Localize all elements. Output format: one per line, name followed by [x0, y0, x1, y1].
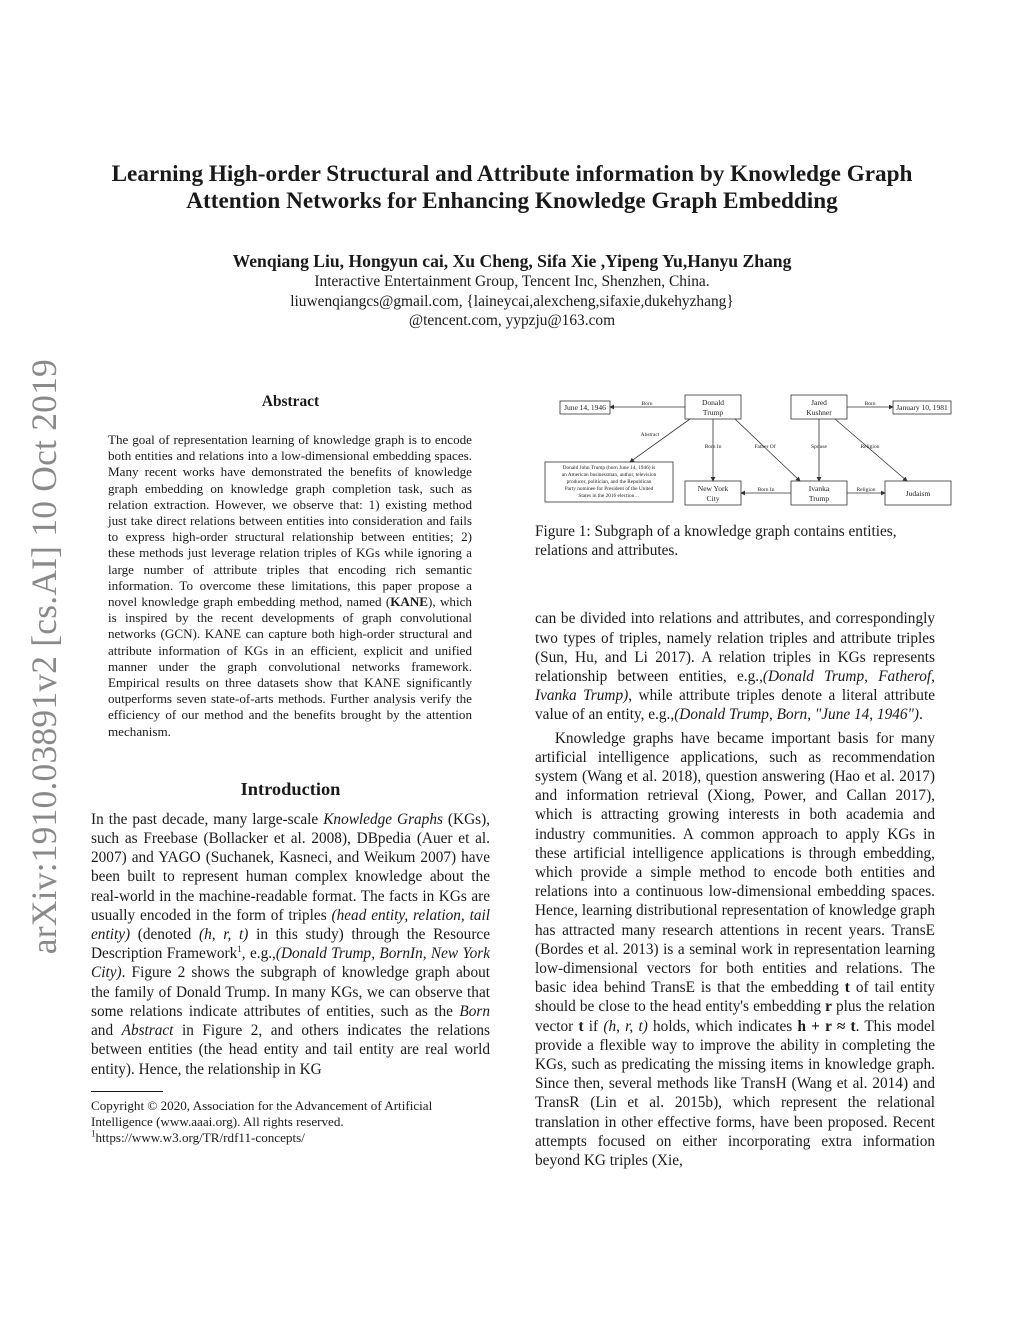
label-ivanka: Ivanka — [808, 484, 830, 493]
body-paragraph — [535, 609, 935, 724]
triple-hrt: (h, r, t) — [603, 1017, 648, 1035]
footnote-divider — [91, 1091, 163, 1092]
edge-religion — [835, 419, 907, 481]
transe-formula: h + r ≈ t — [797, 1017, 856, 1035]
intro-triple-form: (head entity, relation, tail entity) — [91, 906, 490, 944]
body-text: . — [919, 706, 923, 724]
label-kushner: Kushner — [806, 408, 832, 417]
knowledge-graph-diagram — [535, 380, 955, 510]
intro-italic: Knowledge Graphs — [323, 810, 443, 828]
footnote-ref: 1 — [237, 944, 242, 955]
edge-label-religion: Religion — [856, 487, 876, 493]
abstract-line-3: producer, politician, and the Republican — [566, 479, 652, 485]
affiliation-block — [60, 272, 964, 331]
label-january-10-1981: January 10, 1981 — [896, 403, 948, 412]
edge-label-spouse: Spouse — [811, 444, 827, 450]
abstract-line-4: Party nominee for President of the United — [564, 486, 654, 492]
label-judaism: Judaism — [905, 489, 931, 498]
paper-title — [60, 161, 964, 215]
intro-text: (denoted — [130, 926, 199, 944]
label-city: City — [706, 494, 720, 503]
intro-abstract-word: Abstract — [121, 1022, 174, 1040]
label-donald: Donald — [701, 398, 725, 407]
intro-text: in Figure 2, and others indicates the relations between entities (the head entity and tail entity are real world entity). Hence, the relationship in KG — [91, 1022, 490, 1078]
right-column-text — [535, 609, 935, 1170]
label-ivanka-trump: Trump — [808, 494, 830, 503]
label-trump: Trump — [702, 408, 724, 417]
arxiv-stamp-text: arXiv:1910.03891v2 [cs.AI] 10 Oct 2019 — [24, 359, 64, 955]
figure-1 — [535, 380, 948, 510]
abstract-heading: Abstract — [261, 393, 320, 410]
author-list: Wenqiang Liu, Hongyun cai, Xu Cheng, Sifa Xie ,Yipeng Yu,Hanyu Zhang — [232, 251, 792, 271]
edge-label-religion: Religion — [860, 444, 880, 450]
arxiv-stamp — [14, 359, 74, 955]
body-text: Knowledge graphs have became important basis for many artificial intelligence applications, such as recommendation system (Wang et al. 2018), question answering (Hao et al. 2017) and information retrieval (Xiong, Power, and Callan 2017), which is attracting growing interests in both academia and industry communities. A common approach to apply KGs in these artificial intelligence applications is through embedding, which provide a simple method to encode both entities and relations into a continuous low-dimensional embedding spaces. Hence, learning distributional representation of knowledge graph has attracted many research attentions in recent years. TransE (Bordes et al. 2013) is a seminal work in representation learning low-dimensional vectors for both entities and relations. The basic idea behind TransE is that the embedding — [535, 729, 935, 997]
body-text: plus the relation vector — [535, 998, 935, 1035]
edge-label-abstract: Abstract — [640, 432, 660, 438]
emails-line-2: @tencent.com, yypzju@163.com — [408, 312, 616, 329]
edge-father-of — [735, 419, 800, 481]
body-text: can be divided into relations and attributes, and correspondingly two types of triples, namely relation triples and attribute triples (Sun, Hu, and Li 2017). A relation triples in KGs represents relationship between entities, e.g., — [535, 610, 935, 686]
intro-text: (KGs), such as Freebase (Bollacker et al. 2008), DBpedia (Auer et al. 2007) and YAGO (Suchanek, Kasneci, and Weikum 2007) have been built to represent human complex knowledge about the real-world in the machine-readable format. The facts in KGs are usually encoded in the form of triples — [91, 810, 490, 924]
intro-text: In the past decade, many large-scale — [91, 810, 324, 828]
abstract-line-5: States in the 2016 election… — [578, 493, 640, 499]
vector-t: t — [578, 1017, 584, 1035]
edge-label-born-in: Born In — [704, 444, 722, 450]
abstract-kane: KANE — [390, 594, 429, 610]
body-paragraph — [535, 729, 935, 1171]
edge-abstract — [630, 419, 690, 462]
edge-label-born: Born — [864, 401, 876, 407]
intro-text: . Figure 2 shows the subgraph of knowledge graph about the family of Donald Trump. In many KGs, we can observe that some relations indicate attributes of entities, such as the — [91, 964, 490, 1020]
label-june-14-1946: June 14, 1946 — [564, 403, 606, 412]
copyright-notice: Copyright © 2020, Association for the Advancement of Artificial Intelligence (www.aaai.org). All rights reserved. — [91, 1097, 433, 1129]
body-text: of tail entity should be close to the head entity's embedding — [535, 979, 935, 1016]
intro-born: Born — [459, 1002, 490, 1020]
vector-t: t — [844, 979, 850, 997]
attribute-triple-example: (Donald Trump, Born, "June 14, 1946") — [674, 706, 920, 724]
relation-triple-example: (Donald Trump, Fatherof, Ivanka Trump) — [535, 668, 935, 705]
edge-label-father-of: Father Of — [754, 444, 776, 450]
intro-example: (Donald Trump, BornIn, New York City) — [91, 945, 490, 982]
label-new-york: New York — [697, 484, 729, 493]
edge-label-born-in: Born In — [757, 487, 775, 493]
label-jared: Jared — [811, 398, 827, 407]
intro-text: and — [91, 1022, 122, 1040]
footnote-mark: 1 — [91, 1128, 96, 1139]
left-column — [91, 392, 490, 1146]
introduction-heading: Introduction — [240, 778, 341, 799]
vector-r: r — [825, 998, 832, 1016]
body-text: . This model provide a flexible way to improve the ability in completing the KGs, such as predicating the missing items in knowledge graph. Since then, several methods like TransH (Wang et al. 2014) and TransR (Lin et al. 2015b), which represent the relational translation in other effective forms, have been proposed. Recent attempts focused on either incorporating extra information beyond KG triples (Xie, — [535, 1017, 935, 1170]
title-line-2: Attention Networks for Enhancing Knowledge Graph Embedding — [186, 188, 838, 214]
abstract-text-1: The goal of representation learning of knowledge graph is to encode both entities and relations into a low-dimensional embedding spaces. Many recent works have demonstrated the benefits of knowledge graph embedding on knowledge graph completion task, such as relation extraction. However, we observe that: 1) existing method just take direct relations between entities into consideration and fails to express high-order structural relationship between entities; 2) these methods just leverage relation triples of KGs while ignoring a large number of attribute triples that encoding rich semantic information. To overcome these limitations, this paper propose a novel knowledge graph embedding method, named ( — [108, 432, 472, 610]
figure-caption: Figure 1: Subgraph of a knowledge graph contains entities, relations and attributes. — [535, 523, 897, 560]
abstract-body — [108, 432, 472, 740]
introduction-paragraph — [91, 810, 490, 1079]
affiliation: Interactive Entertainment Group, Tencent Inc, Shenzhen, China. — [314, 273, 710, 290]
footnote — [91, 1130, 490, 1146]
edge-label-born: Born — [641, 401, 653, 407]
body-text: holds, which indicates — [647, 1017, 798, 1035]
body-text: if — [583, 1017, 604, 1035]
intro-text: in this study) through the Resource Description Framework — [91, 926, 490, 963]
right-column — [535, 380, 948, 1170]
intro-text: , e.g., — [241, 945, 276, 963]
body-text: , while attribute triples denote a literal attribute value of an entity, e.g., — [535, 687, 935, 724]
emails-line-1: liuwenqiangcs@gmail.com, {laineycai,alexcheng,sifaxie,dukehyzhang} — [290, 292, 734, 310]
title-line-1: Learning High-order Structural and Attribute information by Knowledge Graph — [111, 161, 913, 187]
abstract-line-1: Donald John Trump (born June 14, 1946) is — [562, 465, 656, 471]
abstract-text-2: ), which is inspired by the recent developments of graph convolutional networks (GCN). KANE can capture both high-order structural and attribute information of KGs in an efficient, explicit and unified manner under the graph convolutional networks framework. Empirical results on three datasets show that KANE significantly outperforms seven state-of-arts methods. Further analysis verify the efficiency of our method and the benefits brought by the attention mechanism. — [108, 594, 472, 739]
abstract-line-2: an American businessman, author, television — [561, 472, 657, 478]
footnote-url: https://www.w3.org/TR/rdf11-concepts/ — [95, 1129, 305, 1145]
intro-hrt: (h, r, t) — [199, 926, 249, 944]
